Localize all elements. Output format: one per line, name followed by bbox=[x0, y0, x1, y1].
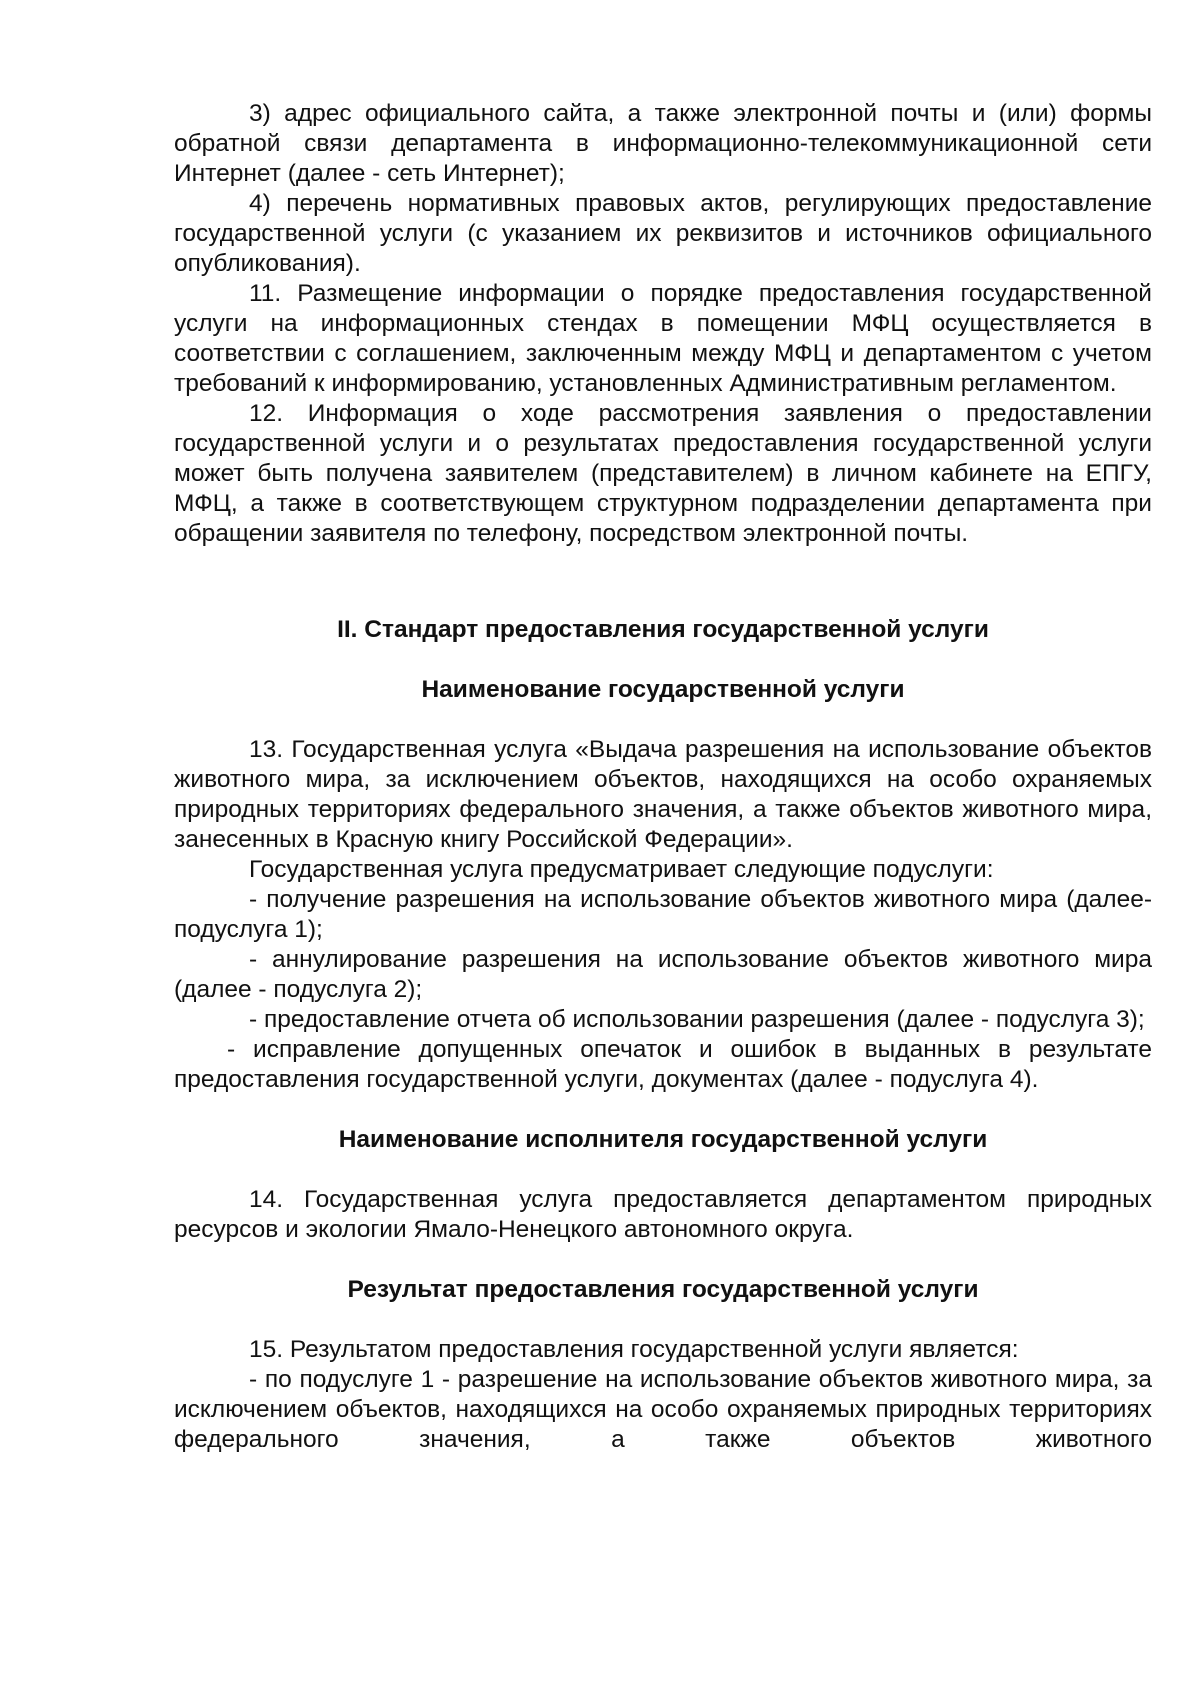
spacer bbox=[174, 1095, 1152, 1125]
subservice-item-1: - получение разрешения на использование объектов животного мира (далее- подуслуга 1); bbox=[174, 886, 1152, 943]
spacer bbox=[174, 1245, 1152, 1275]
subservices-intro: Государственная услуга предусматривает следующие подуслуги: bbox=[249, 856, 994, 883]
paragraph-14: 14. Государственная услуга предоставляется департаментом природных ресурсов и экологии Ямало-Ненецкого автономного округа. bbox=[174, 1186, 1152, 1243]
subsection-title-executor: Наименование исполнителя государственной услуги bbox=[338, 1126, 988, 1153]
subservice-item-3: - предоставление отчета об использовании разрешения (далее - подуслуга 3); bbox=[249, 1006, 1145, 1033]
paragraph-13: 13. Государственная услуга «Выдача разрешения на использование объектов животного мира, за исключением объектов, находящихся на особо охраняемых природных территориях федерального значения, а также объектов животного мира, занесенных в Красную книгу Российской Федерации». bbox=[174, 736, 1152, 853]
spacer bbox=[174, 705, 1152, 735]
spacer bbox=[174, 1305, 1152, 1335]
subservice-item-4: - исправление допущенных опечаток и ошибок в выданных в результате предоставления государственной услуги, документах (далее - подуслуга 4). bbox=[174, 1036, 1152, 1093]
paragraph-12: 12. Информация о ходе рассмотрения заявления о предоставлении государственной услуги и о результатах предоставления государственной услуги может быть получена заявителем (представителем) в личном кабинете на ЕПГУ, МФЦ, а также в соответствующем структурном подразделении департамента при обращении заявителя по телефону, посредством электронной почты. bbox=[174, 400, 1152, 547]
subsection-title-result: Результат предоставления государственной услуги bbox=[347, 1276, 979, 1303]
paragraph-11: 11. Размещение информации о порядке предоставления государственной услуги на информационных стендах в помещении МФЦ осуществляется в соответствии с соглашением, заключенным между МФЦ и департаментом с учетом требований к информированию, установленных Административным регламентом. bbox=[174, 280, 1152, 397]
paragraph-item-3: 3) адрес официального сайта, а также электронной почты и (или) формы обратной связи департамента в информационно-телекоммуникационной сети Интернет (далее - сеть Интернет); bbox=[174, 100, 1152, 187]
spacer bbox=[174, 549, 1152, 609]
paragraph-item-4: 4) перечень нормативных правовых актов, регулирующих предоставление государственной услуги (с указанием их реквизитов и источников официального опубликования). bbox=[174, 190, 1152, 277]
result-item-1: - по подуслуге 1 - разрешение на использование объектов животного мира, за исключением объектов, находящихся на особо охраняемых природных территориях федерального значения, а также объектов животного bbox=[174, 1366, 1152, 1453]
document-body bbox=[174, 99, 1152, 1455]
paragraph-15: 15. Результатом предоставления государственной услуги является: bbox=[249, 1336, 1019, 1363]
section-title: II. Стандарт предоставления государственной услуги bbox=[337, 616, 989, 643]
subservice-item-2: - аннулирование разрешения на использование объектов животного мира (далее - подуслуга 2); bbox=[174, 946, 1152, 1003]
spacer bbox=[174, 645, 1152, 675]
subsection-title-service-name: Наименование государственной услуги bbox=[421, 676, 905, 703]
spacer bbox=[174, 1155, 1152, 1185]
